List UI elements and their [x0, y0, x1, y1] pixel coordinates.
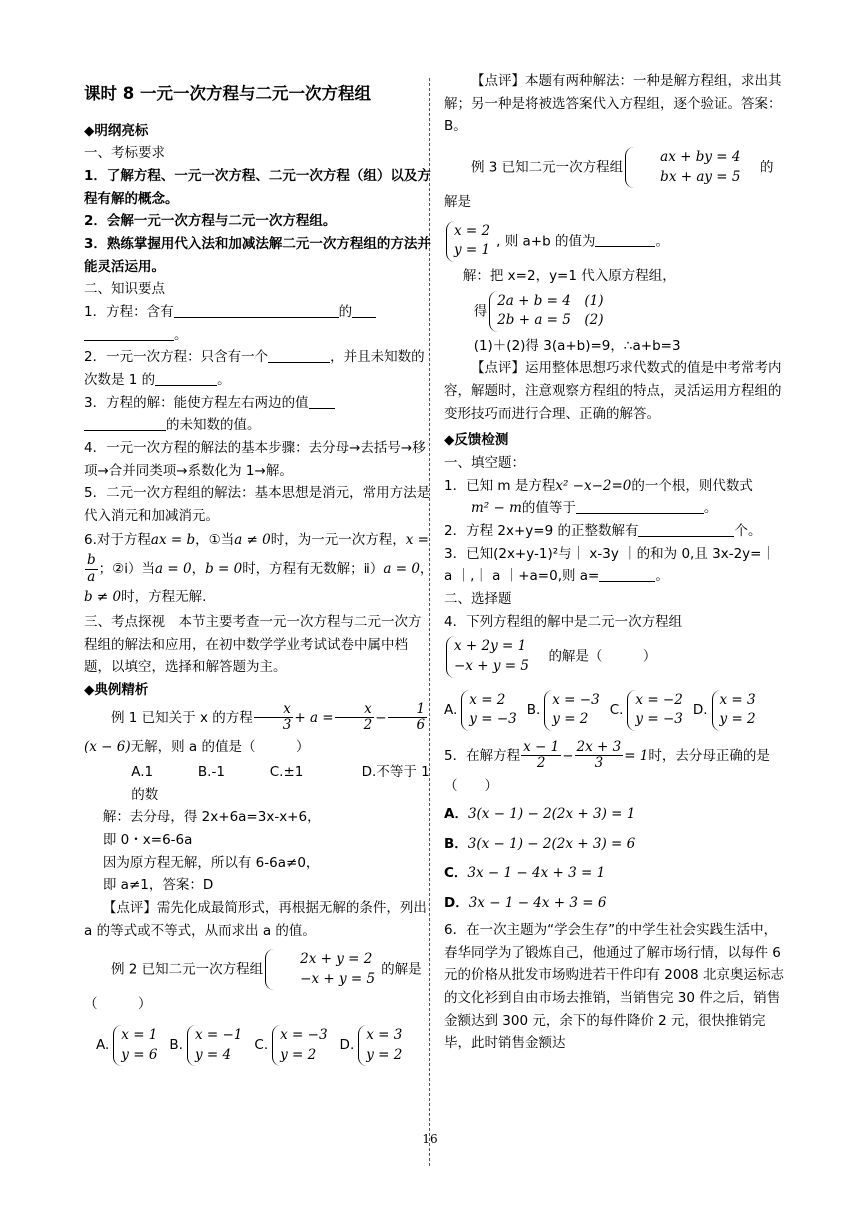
example-3: [444, 144, 786, 214]
text: 时，方程有无数解；ⅱ）: [242, 561, 384, 578]
equation: x = 1: [121, 1027, 158, 1044]
equation-system: [627, 690, 686, 731]
text: 的未知数的值。: [166, 417, 261, 434]
question-4-system: [444, 633, 786, 680]
text: 的值等于: [521, 500, 576, 517]
text: ；②ⅰ）当: [98, 561, 156, 578]
solution-line: 即 a≠1，答案：D: [102, 877, 214, 894]
example-1: [84, 702, 434, 761]
math-expr: ax = b: [150, 531, 196, 548]
page-number: 16: [422, 1132, 438, 1146]
equation: −x + y = 5: [300, 970, 376, 987]
denominator: 6: [416, 717, 426, 734]
numerator: 2x + 3: [576, 738, 622, 755]
question-6: 6．在一次主题为“学会生存”的中学生社会实践生活中，春华同学为了锻炼自己，他通过了解市场行情，以每件 6 元的价格从批发市场购进若干件印有 2008 北京奥运标志的文化衫到自由市场去推销，当销售完 30 件之后，销售金额达到 300 元，余下的每件降价 2 元，很快推销完毕，此时销售金额达: [444, 921, 784, 1052]
denominator: 2: [536, 755, 546, 772]
equation: x = 3: [366, 1027, 403, 1044]
question-3: [444, 543, 786, 588]
requirement-item: 1．了解方程、一元一次方程、二元一次方程（组）以及方程有解的概念。: [84, 168, 431, 207]
option-label: A．: [444, 806, 468, 823]
numerator: 1: [388, 702, 428, 719]
equation: x = 2: [454, 222, 491, 239]
option-c: [254, 1022, 333, 1069]
equation-system: [446, 221, 494, 262]
question-5: [444, 740, 786, 800]
text: 的解是: [444, 159, 774, 211]
text: 时，方程无解.: [121, 589, 207, 606]
option-label: A.: [96, 1037, 110, 1054]
blank: [268, 349, 330, 364]
option-a: [444, 687, 523, 734]
equation-system: [461, 690, 520, 731]
math-expr: b ≠ 0: [84, 589, 122, 606]
lesson-title: 课时 8 一元一次方程与二元一次方程组: [84, 84, 371, 103]
blank: [174, 304, 339, 319]
equation: y = 2: [719, 711, 756, 728]
text: 的: [338, 304, 353, 321]
fraction: [575, 740, 624, 772]
text: ，: [191, 561, 206, 578]
knowledge-item-3: [84, 392, 434, 437]
text: 3．已知(2x+y-1)²与｜ x-3y ｜的和为 0,且 3x-2y=｜ a ｜,｜ a ｜+a=0,则 a=: [444, 545, 775, 585]
fraction: [254, 702, 294, 734]
question-4: [444, 611, 786, 634]
math-expr: 3(x − 1) − 2(2x + 3) = 6: [467, 835, 636, 852]
equation: x = 3: [719, 691, 756, 708]
equation-system: [446, 636, 533, 677]
requirement-item: 3．熟练掌握用代入法和加减法解二元一次方程组的方法并能灵活运用。: [84, 236, 431, 275]
requirement-item: 2．会解一元一次方程与二元一次方程组。: [84, 213, 337, 230]
math-expr: a = 0: [155, 561, 192, 578]
equation: y = 6: [121, 1046, 158, 1063]
option-label: D．: [444, 895, 469, 912]
denominator: 2: [363, 717, 373, 734]
text: 5．在解方程: [444, 747, 521, 764]
text: 例 3 已知二元一次方程组: [471, 159, 624, 176]
text: 例 2 已知二元一次方程组: [111, 961, 264, 978]
text: 4．下列方程组的解中是二元一次方程组: [444, 613, 683, 630]
text: 时，为一元一次方程，: [270, 531, 406, 548]
knowledge-item-5: 5．二元一次方程组的解法：基本思想是消元，常用方法是代入消元和加减消元。: [84, 485, 431, 525]
equation-system: [265, 949, 379, 990]
math-expr: 3x − 1 − 4x + 3 = 6: [468, 895, 607, 912]
solution-system: [444, 288, 786, 335]
math-expr: b = 0: [205, 561, 243, 578]
blank: [595, 233, 655, 248]
text: 2．一元一次方程：只含有一个: [84, 349, 269, 366]
option-a: [96, 1022, 163, 1069]
equation: 2b + a = 5 (2): [497, 312, 604, 329]
equation: y = 2: [552, 711, 589, 728]
equation: y = 4: [194, 1046, 232, 1063]
text: 的解是: [381, 961, 422, 978]
math-expr: m² − m: [471, 500, 522, 517]
blank: [576, 500, 704, 515]
option-d: [444, 889, 786, 919]
feedback-heading: ◆反馈检测: [444, 432, 509, 449]
option-b: [527, 687, 606, 734]
option-a: [444, 800, 786, 830]
section-heading: 一、填空题：: [444, 455, 525, 472]
option-c: [610, 687, 689, 734]
equation-system: [712, 690, 760, 731]
blank: [84, 326, 174, 341]
math-expr: x² −x−2=0: [555, 477, 632, 494]
text: 时，去分母正确的是（ ）: [444, 747, 770, 794]
question-2: [444, 520, 786, 543]
math-expr: (x − 6): [84, 738, 131, 755]
example-3-solution-given: [444, 218, 786, 265]
numerator: x: [254, 702, 294, 719]
text: 的解是（ ）: [548, 649, 657, 666]
option-d: [693, 687, 762, 734]
equation: x = −1: [194, 1027, 243, 1044]
fraction: [335, 702, 375, 734]
math-expr: + a =: [294, 709, 334, 726]
equation-system: [489, 291, 607, 332]
example-2: [84, 946, 434, 993]
numerator: x − 1: [523, 738, 560, 755]
option-label: C.: [609, 701, 624, 718]
text: 例 1 已知关于 x 的方程: [111, 709, 253, 726]
solution-line: (1)＋(2)得 3(a+b)=9，∴a+b=3: [473, 337, 681, 354]
text: 1．已知 m 是方程: [444, 477, 556, 494]
section-heading: 二、知识要点: [84, 281, 165, 298]
option-label: B．: [444, 835, 468, 852]
equation: 2a + b = 4 (1): [497, 292, 604, 309]
answer-paren: （ ）: [84, 996, 152, 1013]
equation: x = −3: [552, 691, 600, 708]
text: ，: [419, 561, 434, 578]
comment: 【点评】运用整体思想巧求代数式的值是中考常考内容，解题时，注意观察方程组的特点，灵活运用方程组的变形技巧而进行合理、正确的解答。: [444, 360, 782, 422]
text: 。: [217, 372, 231, 389]
option-label: B.: [169, 1037, 183, 1054]
math-expr: 3x − 1 − 4x + 3 = 1: [467, 865, 606, 882]
text: , 则 a+b 的值为: [496, 233, 596, 250]
left-column: [84, 70, 434, 1075]
text: 得: [473, 303, 488, 320]
option-label: B.: [526, 701, 541, 718]
knowledge-item-6: [84, 528, 434, 611]
equation-system: [272, 1025, 331, 1066]
blank: [155, 372, 217, 387]
blank: [309, 394, 335, 409]
numerator: x: [335, 702, 375, 719]
math-expr: −: [562, 747, 574, 764]
text: 2．方程 2x+y=9 的正整数解有: [444, 523, 639, 540]
equation: y = 1: [454, 242, 491, 259]
equation: bx + ay = 5: [660, 168, 741, 185]
section-heading: 二、选择题: [444, 591, 512, 608]
blank: [84, 417, 166, 432]
text: 6.对于方程: [84, 531, 151, 548]
section-heading: 一、考标要求: [84, 145, 165, 162]
numerator: b: [87, 552, 96, 569]
question-4-options: [444, 687, 786, 734]
equation-system: [113, 1025, 161, 1066]
text: 。: [655, 233, 669, 250]
equation-system: [625, 147, 744, 188]
equation: x = −2: [635, 691, 683, 708]
knowledge-item-2: [84, 346, 434, 391]
equation: −x + y = 5: [454, 658, 529, 675]
math-expr: a ≠ 0: [234, 531, 271, 548]
blank: [352, 304, 376, 319]
solution-line: 解：去分母，得 2x+6a=3x-x+6，: [102, 809, 321, 826]
text: 3．方程的解：能使方程左右两边的值: [84, 394, 309, 411]
equation: x = −3: [280, 1027, 328, 1044]
option-b: [169, 1022, 248, 1069]
text: 。: [703, 500, 718, 517]
comment: 【点评】需先化成最简形式，再根据无解的条件，列出 a 的等式或不等式，从而求出 a 的值。: [84, 899, 427, 939]
comment: 【点评】本题有两种解法：一种是解方程组，求出其解；另一种是将被选答案代入方程组，逐个验证。答案：B。: [444, 73, 782, 135]
equation: y = 2: [366, 1046, 403, 1063]
equation: ax + by = 4: [660, 149, 741, 166]
math-expr: a = 0: [383, 561, 420, 578]
option-d: [340, 1022, 409, 1069]
fraction: [521, 740, 561, 772]
equation: 2x + y = 2: [300, 951, 373, 968]
knowledge-item-1: [84, 301, 434, 346]
equation-system: [544, 690, 603, 731]
right-column: [444, 70, 786, 1055]
section-heading: 三、考点探视 本节主要考查一元一次方程与二元一次方程组的解法和应用，在初中数学学业考试试卷中属中档题，以填空，选择和解答题为主。: [84, 614, 422, 676]
text: ，并且未知数的次数是 1 的: [84, 349, 425, 389]
equation-system: [358, 1025, 406, 1066]
math-expr: = 1: [624, 747, 649, 764]
text: ，①当: [195, 531, 235, 548]
option-label: A.: [444, 701, 458, 718]
math-expr: x =: [405, 531, 429, 548]
text: 无解，则 a 的值是（ ）: [130, 738, 310, 755]
equation-system: [187, 1025, 246, 1066]
denominator: 3: [594, 755, 604, 772]
example-1-options: A.1 B.-1 C.±1 D.不等于 1 的数: [131, 763, 430, 803]
knowledge-item-4: 4．一元一次方程的解法的基本步骤：去分母→去括号→移项→合并同类项→系数化为 1→解。: [84, 440, 426, 479]
option-c: [444, 859, 786, 889]
option-label: C．: [444, 865, 468, 882]
fraction: [85, 553, 98, 585]
question-1: [444, 475, 786, 520]
option-label: D.: [692, 701, 708, 718]
option-b: [444, 830, 786, 860]
solution-line: 即 0・x=6-6a: [102, 831, 193, 848]
solution-line: 解：把 x=2，y=1 代入原方程组，: [462, 267, 676, 284]
examples-heading: ◆典例精析: [84, 682, 149, 699]
option-label: D.: [339, 1037, 355, 1054]
denominator: 3: [282, 717, 292, 734]
denominator: a: [87, 568, 96, 585]
blank: [599, 568, 655, 583]
outline-heading: ◆明纲亮标: [84, 122, 149, 139]
example-2-options: [96, 1022, 434, 1069]
equation: x = 2: [469, 691, 506, 708]
solution-line: 因为原方程无解，所以有 6-6a≠0，: [102, 854, 320, 871]
text: 个。: [734, 523, 762, 540]
equation: y = 2: [280, 1046, 317, 1063]
fraction: [388, 702, 428, 734]
text: 。: [174, 326, 188, 343]
math-expr: −: [375, 709, 387, 726]
text: 的一个根，则代数式: [631, 477, 753, 494]
equation: y = −3: [635, 711, 683, 728]
text: 。: [655, 568, 669, 585]
equation: y = −3: [469, 711, 517, 728]
equation: x + 2y = 1: [454, 638, 527, 655]
math-expr: 3(x − 1) − 2(2x + 3) = 1: [467, 806, 636, 823]
option-label: C.: [254, 1037, 269, 1054]
text: 1．方程：含有: [84, 304, 174, 321]
blank: [638, 523, 734, 538]
